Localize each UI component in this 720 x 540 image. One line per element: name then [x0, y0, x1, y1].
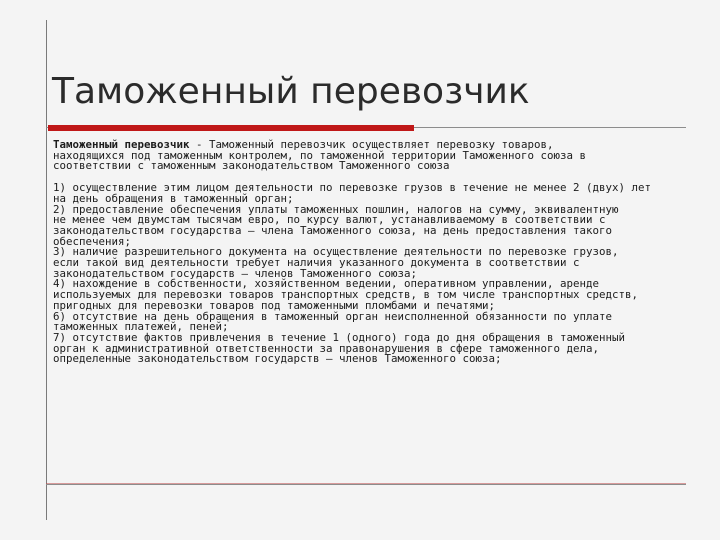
- list-item: 7) отсутствие фактов привлечения в течение 1 (одного) года до дня обращения в таможенный орган к административной ответственности за правонарушения в сфере таможенного дела, определенные законодательством государств – членов Таможенного союза;: [53, 330, 626, 366]
- title-underline-red: [48, 125, 414, 131]
- left-vertical-rule: [46, 20, 47, 520]
- slide-title: Таможенный перевозчик: [52, 71, 530, 112]
- list-item: 2) предоставление обеспечения уплаты таможенных пошлин, налогов на сумму, эквивалентную не менее чем двумстам тысячам евро, по курсу валют, устанавливаемому в соответствии с законодательством государства – члена Таможенного союза, на день предоставления такого обеспечения;: [53, 202, 619, 248]
- list-item: 3) наличие разрешительного документа на осуществление деятельности по перевозке грузов, если такой вид деятельности требует наличия указанного документа в соответствии с законодательством государств – членов Таможенного союза;: [53, 245, 619, 280]
- intro-paragraph: [53, 140, 673, 172]
- list-item: 1) осуществление этим лицом деятельности по перевозке грузов в течение не менее 2 (двух) лет на день обращения в таможенный орган;: [53, 181, 652, 205]
- list-item: 4) нахождение в собственности, хозяйственном ведении, оперативном управлении, аренде используемых для перевозки товаров транспортных средств, в том числе транспортных средств, пригодных для перевозки товаров под таможенными пломбами и печатями;: [53, 277, 639, 312]
- intro-definition: - Таможенный перевозчик осуществляет перевозку товаров, находящихся под таможенным контролем, по таможенной территории Таможенного союза в соответствии с таможенным законодательством Таможенного союза: [53, 138, 587, 173]
- bottom-rule: [46, 484, 686, 485]
- intro-term: Таможенный перевозчик: [53, 138, 190, 151]
- list-item: 6) отсутствие на день обращения в таможенный орган неисполненной обязанности по уплате таможенных платежей, пеней;: [53, 309, 613, 334]
- slide-body: [53, 140, 673, 365]
